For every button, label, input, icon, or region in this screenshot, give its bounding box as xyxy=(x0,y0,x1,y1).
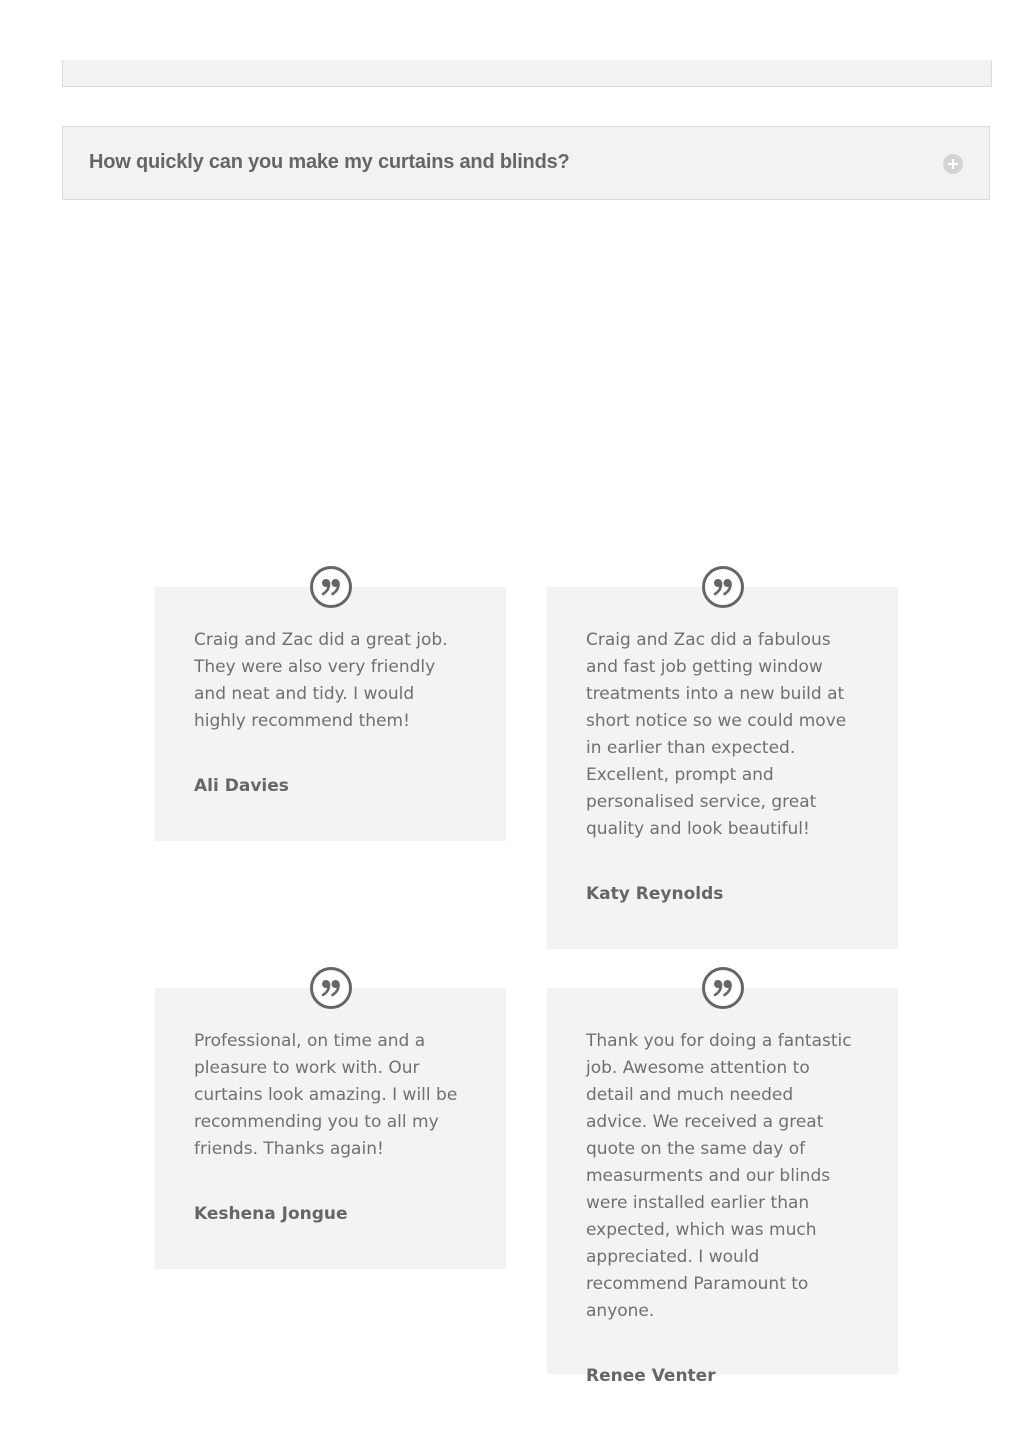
testimonial-card xyxy=(155,988,506,1269)
testimonial-author: Renee Venter xyxy=(586,1366,716,1386)
testimonial-card xyxy=(547,988,898,1386)
quote-icon xyxy=(702,566,744,608)
testimonial-card xyxy=(155,587,506,841)
faq-question[interactable]: How quickly can you make my curtains and blinds? xyxy=(89,151,570,173)
faq-item-curtains-turnaround[interactable] xyxy=(62,126,990,200)
testimonial-author: Keshena Jongue xyxy=(194,1204,348,1224)
testimonial-text: Craig and Zac did a fabulous and fast job getting window treatments into a new build at short notice so we could move in earlier than expected. Excellent, prompt and personalised service, great quality and look beautiful! xyxy=(586,630,847,839)
quote-icon xyxy=(310,967,352,1009)
testimonial-author: Katy Reynolds xyxy=(586,884,724,904)
quote-icon xyxy=(702,967,744,1009)
testimonial-text: Professional, on time and a pleasure to work with. Our curtains look amazing. I will be recommending you to all my friends. Thanks again! xyxy=(194,1031,458,1159)
testimonial-text: Craig and Zac did a great job. They were also very friendly and neat and tidy. I would highly recommend them! xyxy=(194,630,448,731)
faq-previous-answer-panel xyxy=(62,60,992,87)
testimonial-text: Thank you for doing a fantastic job. Awesome attention to detail and much needed advice. We received a great quote on the same day of measurments and our blinds were installed earlier than expected, which was much appreciated. I would recommend Paramount to anyone. xyxy=(586,1031,852,1321)
testimonial-author: Ali Davies xyxy=(194,776,289,796)
testimonial-card xyxy=(547,587,898,949)
quote-icon xyxy=(310,566,352,608)
plus-circle-icon[interactable] xyxy=(943,154,963,174)
